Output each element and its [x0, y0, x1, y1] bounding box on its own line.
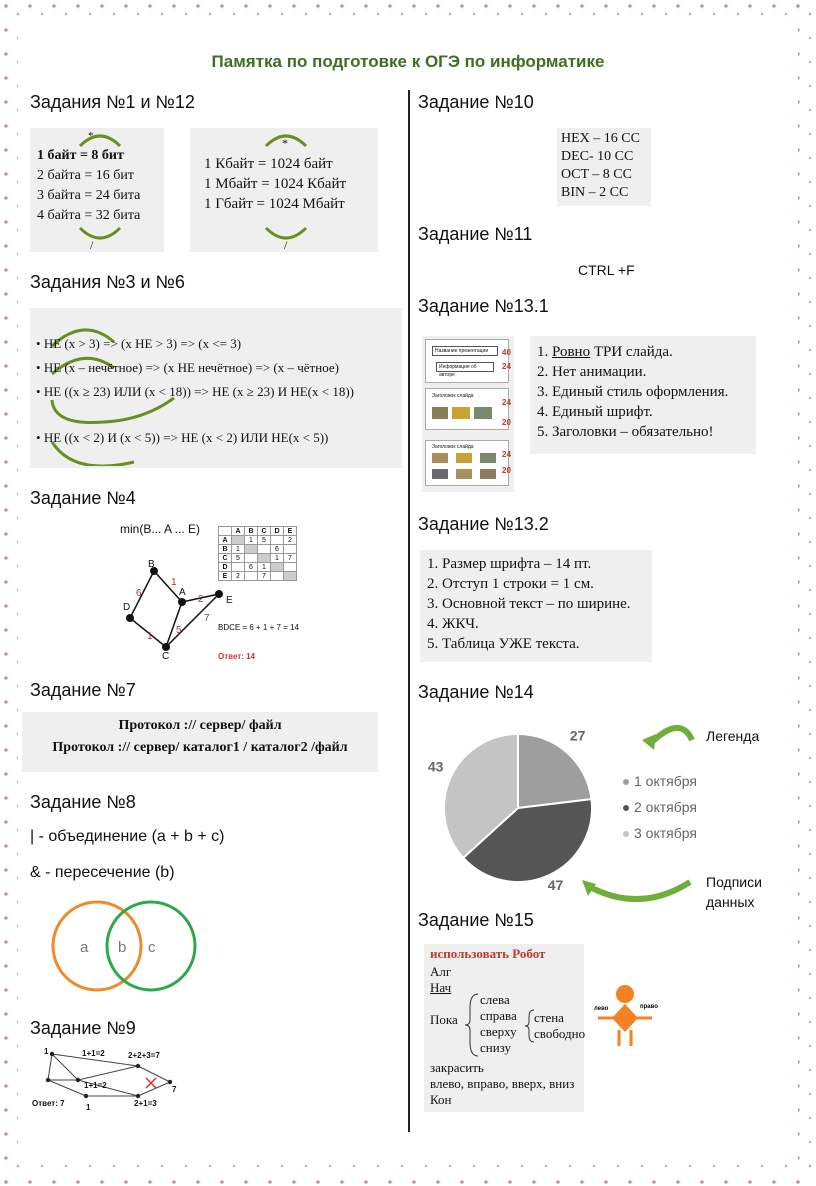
robot-kon: Кон — [430, 1092, 452, 1107]
multiply-sign: * — [282, 136, 288, 150]
divide-sign: / — [90, 238, 94, 252]
robot-paint: закрасить — [430, 1060, 484, 1075]
divide-sign: / — [284, 238, 288, 252]
bytes-line: 4 байта = 32 бита — [37, 208, 141, 223]
column-divider — [408, 90, 410, 1132]
kbytes-line: 1 Мбайт = 1024 Кбайт — [204, 176, 347, 192]
edge-weight: 2 — [198, 594, 204, 605]
node-label: A — [179, 587, 186, 598]
heading-tasks-3-6: Задания №3 и №6 — [30, 272, 185, 292]
slide-thumb — [425, 388, 509, 430]
slides-preview — [422, 336, 514, 492]
heading-task-8: Задание №8 — [30, 792, 136, 812]
kbytes-line: 1 Гбайт = 1024 Мбайт — [204, 196, 345, 212]
table-cell: 6 — [271, 545, 284, 554]
legend-arrow-head — [642, 734, 656, 750]
search-shortcut: CTRL +F — [578, 262, 635, 278]
table-cell — [245, 545, 258, 554]
robot-right-label: право — [640, 1004, 658, 1010]
pie-data-label: 47 — [547, 876, 564, 893]
path-count: 2+2+3=7 — [128, 1051, 160, 1060]
table-cell: C — [258, 527, 271, 536]
node-label: C — [162, 651, 170, 662]
table-cell: 1 — [258, 563, 271, 572]
slide-heading: Заголовок слайда — [432, 393, 474, 399]
number-system-line: HEX – 16 CC — [561, 131, 640, 146]
venn-label: c — [148, 939, 156, 956]
pie-slice — [518, 734, 591, 808]
edge-weight: 7 — [204, 613, 210, 624]
slide-thumb — [425, 440, 509, 486]
intersection-rule: & - пересечение (b) — [30, 864, 175, 881]
table-cell: 5 — [258, 536, 271, 545]
kbytes-line: 1 Кбайт = 1024 байт — [204, 156, 333, 172]
font-size-note: 24 — [502, 398, 511, 407]
node-label: B — [148, 559, 155, 570]
data-labels-arrow-icon — [588, 882, 690, 899]
node-label: E — [226, 595, 233, 606]
presentation-rules — [530, 336, 756, 454]
bytes-list — [37, 146, 140, 226]
table-cell: E — [284, 527, 297, 536]
table-cell: 1 — [232, 545, 245, 554]
heading-task-10: Задание №10 — [418, 92, 534, 112]
path-count: 2+1=3 — [134, 1099, 157, 1108]
robot-moves: влево, вправо, вверх, вниз — [430, 1076, 575, 1091]
font-size-note: 20 — [502, 466, 511, 475]
kbytes-list — [204, 154, 346, 214]
number-system-line: BIN – 2 CC — [561, 185, 629, 200]
table-row — [219, 536, 297, 545]
font-size-note: 40 — [502, 348, 511, 357]
table-row — [219, 545, 297, 554]
url-line: Протокол :// сервер/ каталог1 / каталог2 /файл — [52, 740, 348, 755]
path-count: 1+1=2 — [82, 1049, 105, 1058]
heading-task-14: Задание №14 — [418, 682, 534, 702]
venn-diagram — [50, 896, 200, 996]
graph-node — [178, 598, 186, 606]
legend-marker — [623, 779, 629, 785]
table-cell: B — [219, 545, 232, 554]
edge-weight: 1 — [147, 631, 153, 642]
edge-weight: 5 — [176, 625, 182, 636]
table-cell: 2 — [232, 572, 245, 581]
robot-left-label: лево — [594, 1006, 609, 1012]
table-cell — [219, 527, 232, 536]
document-rules — [420, 550, 652, 662]
rule-item: 3. Единый стиль оформления. — [552, 382, 756, 402]
table-row — [219, 527, 297, 536]
table-cell: 1 — [271, 554, 284, 563]
graph-node — [126, 614, 134, 622]
robot-poka: Пока — [430, 1012, 458, 1027]
table-cell: C — [219, 554, 232, 563]
bytes-line: 3 байта = 24 бита — [37, 188, 141, 203]
legend-entry: 3 октября — [634, 825, 697, 841]
table-cell: 7 — [258, 572, 271, 581]
logic-rule: • НЕ ((x < 2) И (x < 5)) => НЕ (x < 2) ИЛИ НЕ(x < 5)) — [36, 430, 329, 445]
legend-entry: 1 октября — [634, 773, 697, 789]
min-formula: min(B... A ... E) — [120, 522, 201, 536]
heading-task-4: Задание №4 — [30, 488, 136, 508]
table-cell: D — [219, 563, 232, 572]
font-size-note: 24 — [502, 362, 511, 371]
table-cell: 5 — [232, 554, 245, 563]
bytes-line: 2 байта = 16 бит — [37, 168, 134, 183]
answer-4: Ответ: 14 — [218, 652, 255, 661]
paths-graph — [30, 1044, 200, 1114]
legend-marker — [623, 831, 629, 837]
table-cell: B — [245, 527, 258, 536]
heading-task-15: Задание №15 — [418, 910, 534, 930]
graph-diagram — [120, 555, 310, 665]
bytes-box — [30, 128, 164, 252]
heading-task-13-2: Задание №13.2 — [418, 514, 549, 534]
heading-task-7: Задание №7 — [30, 680, 136, 700]
node-label: D — [123, 602, 131, 613]
rule-item: 5. Таблица УЖЕ текста. — [442, 634, 652, 654]
edge-weight: 1 — [171, 577, 177, 588]
pie-data-label: 27 — [569, 727, 586, 744]
union-rule: | - объединение (a + b + c) — [30, 828, 225, 845]
slide-author-box: Информация об авторе — [436, 362, 494, 372]
font-size-note: 20 — [502, 418, 511, 427]
logic-rule: • НЕ ((x ≥ 23) ИЛИ (x < 18)) => НЕ (x ≥ 23) И НЕ(x < 18)) — [36, 384, 354, 399]
table-cell: 6 — [245, 563, 258, 572]
venn-label: b — [118, 939, 127, 956]
logic-rule: • НЕ (x > 3) => (x НЕ > 3) => (x <= 3) — [36, 336, 242, 351]
table-cell: 1 — [245, 536, 258, 545]
legend-arrow-icon — [650, 728, 692, 744]
table-cell — [232, 536, 245, 545]
heading-task-9: Задание №9 — [30, 1018, 136, 1038]
rule-item: 2. Нет анимации. — [552, 362, 756, 382]
bytes-line: 1 байт = 8 бит — [37, 148, 124, 163]
robot-alg: Алг — [430, 964, 452, 979]
table-cell — [271, 536, 284, 545]
path-count: 1+1=2 — [84, 1081, 107, 1090]
graph-node — [162, 643, 170, 651]
legend-marker — [623, 805, 629, 811]
multiply-sign: * — [88, 130, 94, 142]
legend-note: Легенда — [706, 728, 760, 744]
table-cell: A — [232, 527, 245, 536]
rule-item: 4. ЖКЧ. — [442, 614, 652, 634]
robot-program — [424, 944, 584, 1112]
legend-entry: 2 октября — [634, 799, 697, 815]
path-count: 1 — [86, 1103, 91, 1112]
table-cell — [284, 545, 297, 554]
rule-item: 2. Отступ 1 строки = 1 см. — [442, 574, 652, 594]
logic-rule: • НЕ (x – нечётное) => (x НЕ нечётное) => (x – чётное) — [36, 360, 339, 375]
table-cell: E — [219, 572, 232, 581]
path-count: 1 — [44, 1047, 49, 1056]
direction-list: слева справа сверху снизу — [480, 992, 517, 1055]
page-title: Памятка по подготовке к ОГЭ по информатике — [211, 52, 605, 71]
pie-data-label: 43 — [427, 758, 444, 775]
url-line: Протокол :// сервер/ файл — [118, 718, 282, 733]
table-cell: 7 — [284, 554, 297, 563]
heading-tasks-1-12: Задания №1 и №12 — [30, 92, 195, 112]
rule-item: 3. Основной текст – по ширине. — [442, 594, 652, 614]
number-systems-box — [557, 128, 651, 206]
data-labels-note: Подписи данных — [706, 874, 762, 910]
heading-task-11: Задание №11 — [418, 224, 533, 244]
answer-9: Ответ: 7 — [32, 1099, 65, 1108]
number-system-line: OCT – 8 CC — [561, 167, 632, 182]
path-count: 7 — [172, 1085, 177, 1094]
edge-weight: 6 — [136, 588, 142, 599]
table-cell — [258, 545, 271, 554]
robot-icon — [594, 980, 664, 1050]
slide-thumb — [425, 339, 509, 383]
table-cell: D — [271, 527, 284, 536]
heading-task-13-1: Задание №13.1 — [418, 296, 549, 316]
url-box — [22, 712, 378, 772]
condition-list: стена свободно — [534, 1010, 586, 1041]
table-cell: 2 — [284, 536, 297, 545]
path-calc: BDCE = 6 + 1 + 7 = 14 — [218, 623, 299, 632]
table-cell: A — [219, 536, 232, 545]
slide-title-box: Название презентации — [432, 346, 498, 356]
slide-heading: Заголовок слайда — [432, 444, 474, 450]
rule-item: 4. Единый шрифт. — [552, 402, 756, 422]
number-system-line: DEC- 10 CC — [561, 149, 634, 164]
robot-use: использовать Робот — [430, 946, 546, 961]
rule-item: 5. Заголовки – обязательно! — [552, 422, 756, 442]
logic-rules-box — [30, 308, 402, 468]
font-size-note: 24 — [502, 450, 511, 459]
venn-label: a — [80, 939, 89, 956]
robot-nach: Нач — [430, 980, 452, 995]
rule-item: 1. Ровно ТРИ слайда. — [552, 342, 756, 362]
graph-node — [215, 590, 223, 598]
rule-item: 1. Размер шрифта – 14 пт. — [442, 554, 652, 574]
kbytes-box — [190, 128, 378, 252]
